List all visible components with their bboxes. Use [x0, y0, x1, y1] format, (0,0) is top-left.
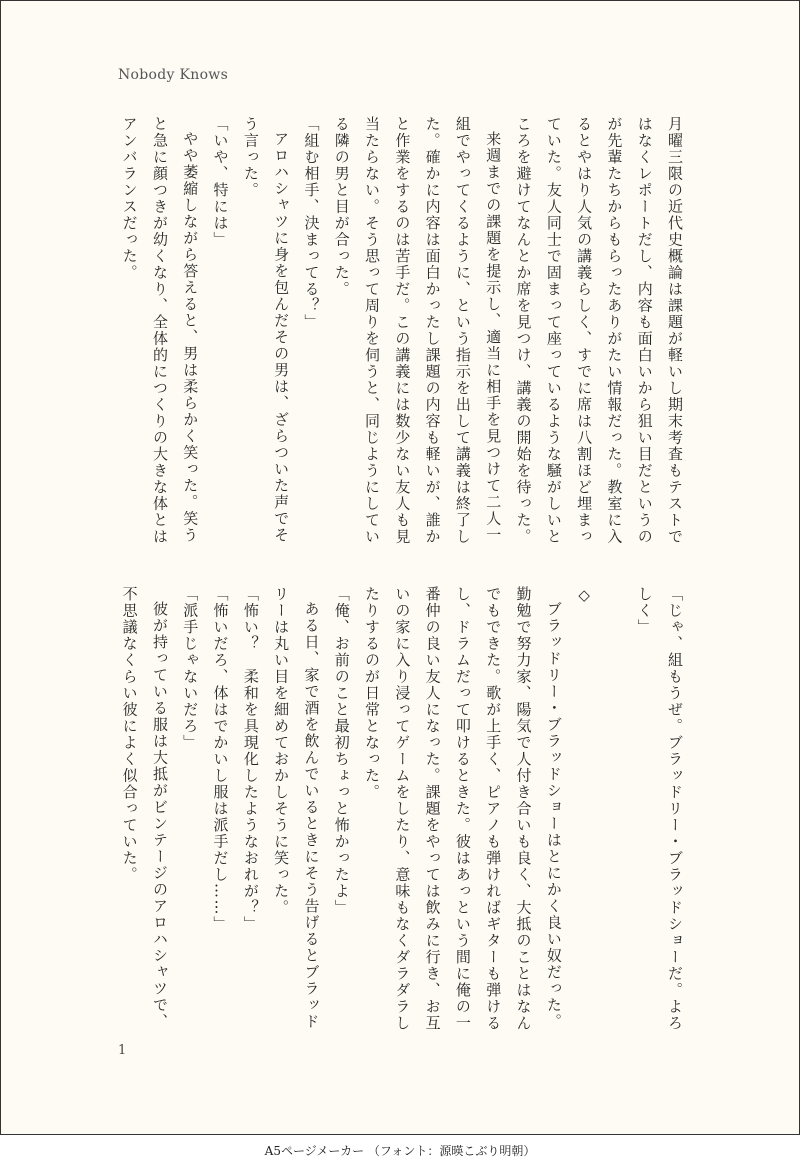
footer-caption: A5ページメーカー （フォント：源暎こぶり明朝）	[264, 1144, 536, 1158]
blank-line	[599, 586, 629, 1034]
running-header-title: Nobody Knows	[118, 67, 229, 83]
paragraph: ある日、家で酒を飲んでいるときにそう告げるとブラッドリーは丸い目を細めておかしそうに笑った。	[272, 586, 321, 1030]
dialogue-line: 「怖いだろ、体はでかいし服は派手だし……」	[211, 586, 230, 933]
dialogue-line: 「いや、特には」	[211, 116, 230, 248]
paragraph: アロハシャツに身を包んだその男は、ざらついた声でそう言った。	[241, 116, 291, 544]
vertical-text-upper	[108, 116, 690, 558]
dialogue-line: 「俺、お前のこと最初ちょっと怖かったよ」	[332, 586, 351, 916]
paragraph: 来週までの課題を提示し、適当に相手を見つけて二人一組でやってくるように、という指示を出して講義は終了した。確かに内容は面白かったし課題の内容も軽いが、誰かと作業をするのは苦手だ。この講義には数少ない友人も見当たらない。そう思って周りを伺うと、同じようにしている隣の男と目が合った。	[332, 116, 503, 545]
dialogue-line: 「組む相手、決まってる？」	[302, 116, 321, 331]
paragraph: やや萎縮しながら答えると、男は柔らかく笑った。笑うと急に顔つきが幼くなり、全体的につくりの大きな体とはアンバランスだった。	[120, 116, 200, 545]
page-number: 1	[118, 1043, 127, 1058]
paragraph: ブラッドリー・ブラッドショーはとにかく良い奴だった。勤勉で努力家、陽気で人付き合いも良く、大抵のことはなんでもできた。歌が上手く、ピアノも弾ければギターも弾けるし、ドラムだって叩けるときた。彼はあっという間に俺の一番仲の良い友人になった。課題をやっては飲みに行き、お互いの家に入り浸ってゲームをしたり、意味もなくダラダラしたりするのが日常となった。	[363, 586, 563, 1032]
dialogue-line: 「怖い？ 柔和を具現化したようなおれが？」	[241, 586, 260, 933]
vertical-text-lower	[108, 586, 690, 1034]
dialogue-line: 「派手じゃないだろ」	[181, 586, 200, 751]
dialogue-line: 「じゃ、組もうぜ。ブラッドリー・ブラッドショーだ。よろしく」	[635, 586, 684, 1032]
paragraph: 月曜三限の近代史概論は課題が軽いし期末考査もテストではなくレポートだし、内容も面白いから狙い目だというのが先輩たちからもらったありがたい情報だった。教室に入るとやはり人気の講義らしく、すでに席は八割ほど埋まっていた。友人同士で固まって座っているような騒がしいところを避けてなんとか席を見つけ、講義の開始を待った。	[514, 116, 684, 545]
paragraph: 彼が持っている服は大抵がビンテージのアロハシャツで、不思議なくらい彼によく似合っていた。	[120, 586, 169, 1030]
section-break-diamond: ◇	[575, 586, 594, 606]
